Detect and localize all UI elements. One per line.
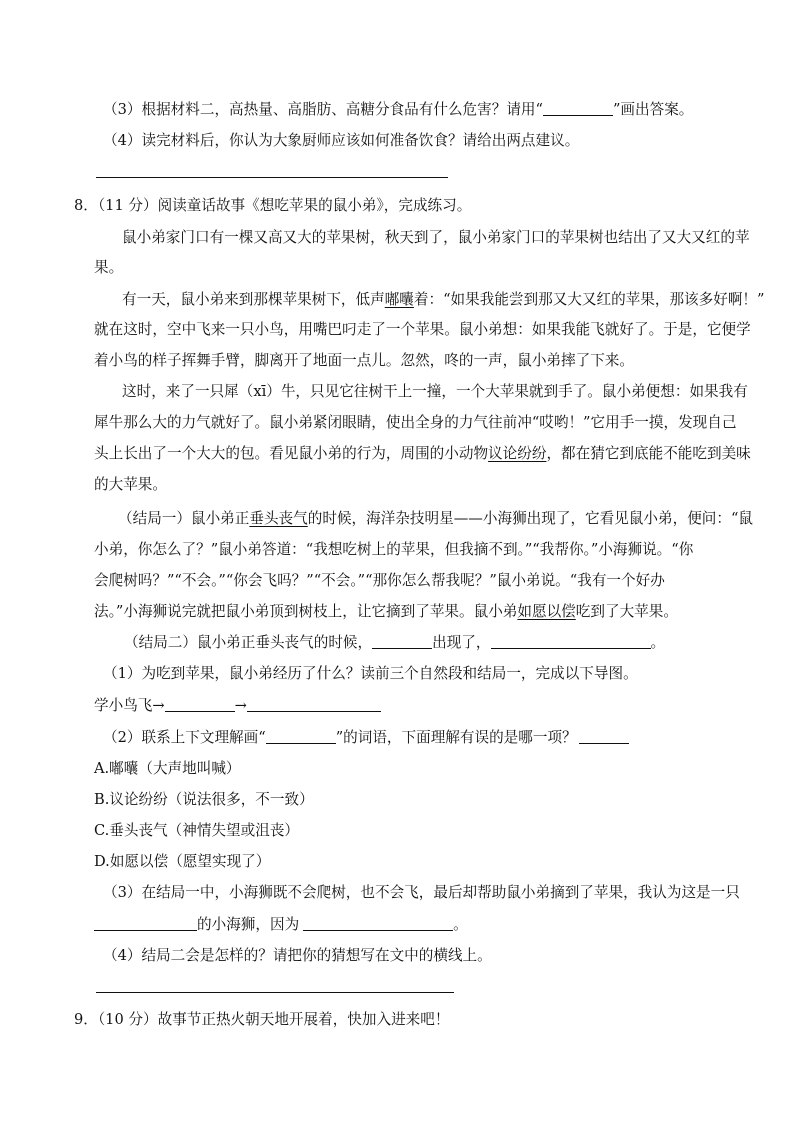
paragraph-line: 犀牛那么大的力气就好了。鼠小弟紧闭眼睛，使出全身的力气往前冲“哎哟！”它用手一摸，发现自己 [94, 414, 737, 431]
q7-sub3: （3）根据材料二，高热量、高脂肪、高糖分食品有什么危害？请用“ ”画出答案。 [103, 101, 694, 118]
mind-map: 学小鸟飞→ → [94, 696, 381, 716]
q7-sub4: （4）读完材料后，你认为大象厨师应该如何准备饮食？请给出两点建议。 [103, 132, 580, 149]
underlined-word: 议论纷纷 [488, 445, 547, 462]
answer-line[interactable] [96, 177, 448, 178]
answer-blank[interactable] [266, 729, 336, 744]
paragraph-line: 鼠小弟家门口有一棵又高又大的苹果树，秋天到了，鼠小弟家门口的苹果树也结出了又大又红的苹 [122, 229, 750, 246]
paragraph-line: 果。 [94, 259, 124, 276]
underlined-word: 如愿以偿 [517, 603, 576, 620]
paragraph-line: 这时，来了一只犀（xī）牛，只见它往树干上一撞，一个大苹果就到手了。鼠小弟便想：如果我有 [122, 383, 748, 400]
arrow-icon: → [152, 697, 165, 714]
q8-sub2: （2）联系上下文理解画“ ”的词语，下面理解有误的是哪一项？ [103, 728, 629, 748]
ending-one-line: 法。”小海狮说完就把鼠小弟顶到树枝上，让它摘到了苹果。鼠小弟如愿以偿吃到了大苹果。 [94, 603, 678, 620]
option-b[interactable]: B.议论纷纷（说法很多，不一致） [94, 791, 314, 808]
answer-blank[interactable] [303, 916, 453, 931]
paragraph-line: 着小鸟的样子挥舞手臂，脚离开了地面一点儿。忽然，咚的一声，鼠小弟摔了下来。 [94, 352, 634, 369]
q8-sub3: （3）在结局一中，小海狮既不会爬树，也不会飞，最后却帮助鼠小弟摘到了苹果，我认为这是一只 [103, 884, 740, 901]
option-d[interactable]: D.如愿以偿（愿望实现了） [94, 853, 271, 870]
option-a[interactable]: A.嘟囔（大声地叫喊） [94, 760, 241, 777]
ending-one-line: （结局一）鼠小弟正垂头丧气的时候，海洋杂技明星——小海狮出现了，它看见鼠小弟，便问：“鼠 [118, 510, 754, 527]
paragraph-line: 有一天，鼠小弟来到那棵苹果树下，低声嘟囔着：“如果我能尝到那又大又红的苹果，那该多好啊！” [122, 291, 765, 308]
answer-blank[interactable] [543, 101, 613, 116]
answer-blank[interactable] [94, 916, 197, 931]
ending-two-line: （结局二）鼠小弟正垂头丧气的时候， 出现了， 。 [124, 634, 666, 651]
answer-blank[interactable] [165, 697, 235, 712]
q9-title: 9．（10 分）故事节正热火朝天地开展着，快加入进来吧！ [74, 1011, 450, 1028]
option-c[interactable]: C.垂头丧气（神情失望或沮丧） [94, 822, 300, 839]
ending-one-line: 会爬树吗？”“不会。”“你会飞吗？”“不会。”“那你怎么帮我呢？”鼠小弟说。“我有一个好办 [94, 572, 665, 589]
paragraph-line: 的大苹果。 [94, 476, 167, 493]
underlined-word: 嘟囔 [384, 291, 414, 308]
q8-sub1: （1）为吃到苹果，鼠小弟经历了什么？读前三个自然段和结局一，完成以下导图。 [103, 665, 638, 682]
q8-sub3-line2: 的小海狮，因为 。 [94, 915, 468, 935]
ending-one-line: 小弟，你怎么了？”鼠小弟答道：“我想吃树上的苹果，但我摘不到。”“我帮你。”小海狮说。“你 [94, 541, 694, 558]
paragraph-line: 头上长出了一个大大的包。看见鼠小弟的行为，周围的小动物议论纷纷，都在猜它到底能不能吃到美味 [94, 445, 751, 462]
answer-blank[interactable] [491, 634, 651, 649]
underlined-word: 垂头丧气 [249, 510, 308, 527]
q8-sub4: （4）结局二会是怎样的？请把你的猜想写在文中的横线上。 [103, 947, 492, 964]
answer-blank[interactable] [372, 634, 432, 649]
answer-blank[interactable] [579, 729, 629, 744]
q8-title: 8．（11 分）阅读童话故事《想吃苹果的鼠小弟》，完成练习。 [74, 197, 472, 214]
answer-blank[interactable] [247, 697, 381, 712]
paragraph-line: 就在这时，空中飞来一只小鸟，用嘴巴叼走了一个苹果。鼠小弟想：如果我能飞就好了。于是，它便学 [94, 321, 751, 338]
answer-line[interactable] [96, 992, 454, 993]
arrow-icon: → [234, 697, 247, 714]
